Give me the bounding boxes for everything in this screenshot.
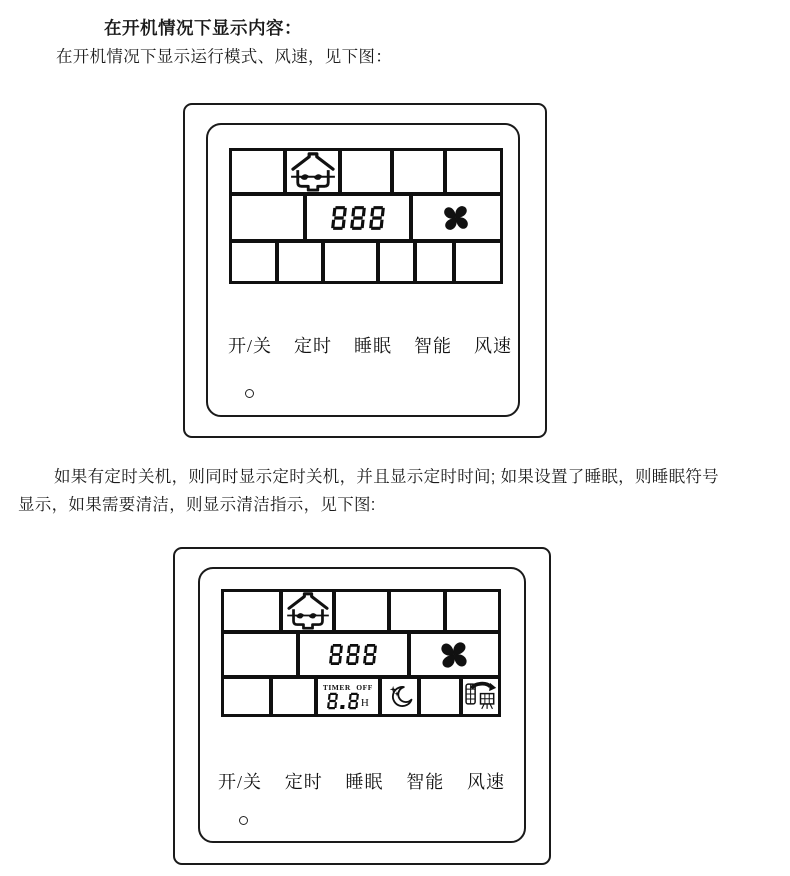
- button-timer: 定时: [284, 772, 323, 792]
- temperature-digits: [328, 643, 378, 666]
- intro-text: 在开机情况下显示运行模式、风速，见下图：: [56, 48, 392, 66]
- lcd-row-status: [232, 243, 500, 281]
- button-labels-row: [218, 768, 505, 794]
- button-smart: 智能: [413, 336, 452, 356]
- button-sleep: 睡眠: [353, 336, 392, 356]
- button-fanspeed: 风速: [466, 772, 505, 792]
- button-fanspeed: 风速: [473, 336, 512, 356]
- lcd-row-temp-fan: [232, 196, 500, 239]
- lcd-cell: [279, 243, 322, 281]
- auto-mode-house-icon: [290, 152, 336, 192]
- off-label: OFF: [356, 683, 373, 692]
- lcd-cell: [391, 592, 444, 630]
- paragraph-line: 如果有定时关机，则同时显示定时关机，并且显示定时时间; 如果设置了睡眠，则睡眠符号: [54, 468, 719, 486]
- lcd-cell: [447, 592, 498, 630]
- lcd-display: [229, 148, 503, 284]
- clean-filter-icon: [464, 680, 497, 713]
- lcd-cell: [273, 679, 314, 714]
- button-timer: 定时: [294, 336, 332, 356]
- paragraph-line: 显示，如果需要清洁，则显示清洁指示，见下图:: [18, 496, 376, 514]
- lcd-cell: [380, 243, 413, 281]
- timer-hours: [327, 692, 369, 710]
- auto-mode-house-icon: [286, 592, 330, 630]
- lcd-row-status: [224, 679, 498, 714]
- indicator-led: [239, 816, 248, 825]
- button-sleep: 睡眠: [345, 772, 384, 792]
- lcd-cell: [232, 151, 283, 192]
- button-power: 开/关: [228, 336, 273, 356]
- lcd-row-temp-fan: [224, 634, 498, 675]
- lcd-cell: [224, 634, 296, 675]
- lcd-cell-temperature: [307, 196, 409, 239]
- lcd-cell: [283, 592, 332, 630]
- lcd-cell: [447, 151, 500, 192]
- lcd-row-modes: [232, 151, 500, 192]
- lcd-cell: [336, 592, 387, 630]
- lcd-cell: [224, 592, 279, 630]
- lcd-row-modes: [224, 592, 498, 630]
- lcd-cell: [417, 243, 452, 281]
- button-labels-row: [228, 332, 512, 358]
- lcd-cell-timer-off: [318, 679, 378, 714]
- lcd-cell-fan: [411, 634, 498, 675]
- lcd-cell: [232, 196, 303, 239]
- fan-speed-icon: [441, 203, 471, 233]
- lcd-cell-temperature: [300, 634, 407, 675]
- lcd-cell: [394, 151, 443, 192]
- timer-off-labels: [320, 683, 376, 692]
- lcd-cell: [224, 679, 269, 714]
- indicator-led: [245, 389, 254, 398]
- fan-speed-icon: [438, 639, 470, 671]
- middle-paragraph: [18, 463, 778, 519]
- lcd-cell: [456, 243, 500, 281]
- lcd-display: [221, 589, 501, 717]
- lcd-cell: [325, 243, 376, 281]
- lcd-cell: [342, 151, 390, 192]
- lcd-cell-clean: [463, 679, 498, 714]
- sleep-moon-icon: [387, 684, 413, 710]
- timer-label: TIMER: [322, 683, 351, 692]
- lcd-cell: [287, 151, 338, 192]
- hour-suffix: H: [360, 697, 369, 709]
- lcd-cell: [232, 243, 275, 281]
- timer-digits: [326, 692, 360, 710]
- controller-panel-on-state: [183, 103, 547, 438]
- controller-face: [198, 567, 526, 843]
- button-smart: 智能: [406, 772, 445, 792]
- temperature-digits: [329, 205, 386, 231]
- lcd-cell-fan: [413, 196, 500, 239]
- controller-face: [206, 123, 520, 417]
- lcd-cell-sleep: [382, 679, 417, 714]
- button-power: 开/关: [218, 772, 263, 792]
- controller-panel-timer-sleep-clean-state: [173, 547, 551, 865]
- lcd-cell: [421, 679, 458, 714]
- section-heading: 在开机情况下显示内容：: [104, 18, 302, 38]
